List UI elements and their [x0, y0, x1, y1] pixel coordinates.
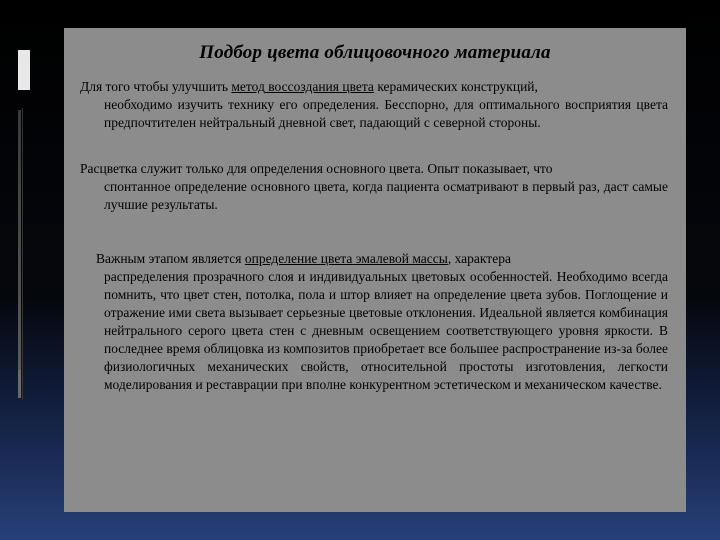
paragraph-2-body: спонтанное определение основного цвета, когда пациента осматривают в первый раз, даст самые лучшие результаты. [104, 179, 668, 212]
paragraph-3-first-line [96, 250, 668, 268]
paragraph-2-first-line: Расцветка служит только для определения основного цвета. Опыт показывает, что [80, 161, 553, 176]
text-span: Важным этапом является [96, 251, 245, 266]
decorative-bar-1 [18, 50, 30, 90]
decorative-line-1 [18, 110, 21, 370]
underlined-term-tsveta: цвета [342, 79, 374, 94]
paragraph-1-body: необходимо изучить технику его определения. Бесспорно, для оптимального восприятия цвета предпочтителен нейтральный дневной свет, падающий с северной стороны. [104, 97, 668, 130]
decorative-line-thin [22, 108, 23, 400]
text-span: керамических конструкций, [373, 79, 538, 94]
underlined-term-massy: массы [412, 251, 448, 266]
underlined-term-vossozdaniya: воссоздания [268, 79, 339, 94]
text-span: , характера [447, 251, 511, 266]
decorative-line-2 [18, 370, 21, 398]
content-panel [64, 28, 686, 512]
underlined-term-emalevoy: эмалевой [355, 251, 409, 266]
paragraph-1 [80, 78, 668, 132]
underlined-term-tsveta: цвета [320, 251, 353, 266]
paragraph-2 [80, 160, 668, 214]
underlined-term-metod: метод [231, 79, 265, 94]
underlined-term-opredelenie: определение [244, 251, 318, 266]
slide-title: Подбор цвета облицовочного материала [199, 42, 551, 63]
paragraph-1-first-line [80, 78, 668, 96]
paragraph-3 [96, 250, 668, 394]
paragraph-3-body: распределения прозрачного слоя и индивидуальных цветовых особенностей. Необходимо всегда помнить, что цвет стен, потолка, пола и штор влияет на определение цвета зубов. Поглощение и отражение ими света вызывает серьезные цветовые отклонения. Идеальной является комбинация нейтрального серого цвета стен с дневным освещением соответствующего уровня яркости. В последнее время облицовка из композитов приобретает все большее распространение из-за более физиологичных механических свойств, относительной простоты изготовления, легкости моделирования и реставрации при вполне конкурентном эстетическом и механическом качестве. [104, 269, 668, 392]
text-span: Для того чтобы улучшить [80, 79, 232, 94]
